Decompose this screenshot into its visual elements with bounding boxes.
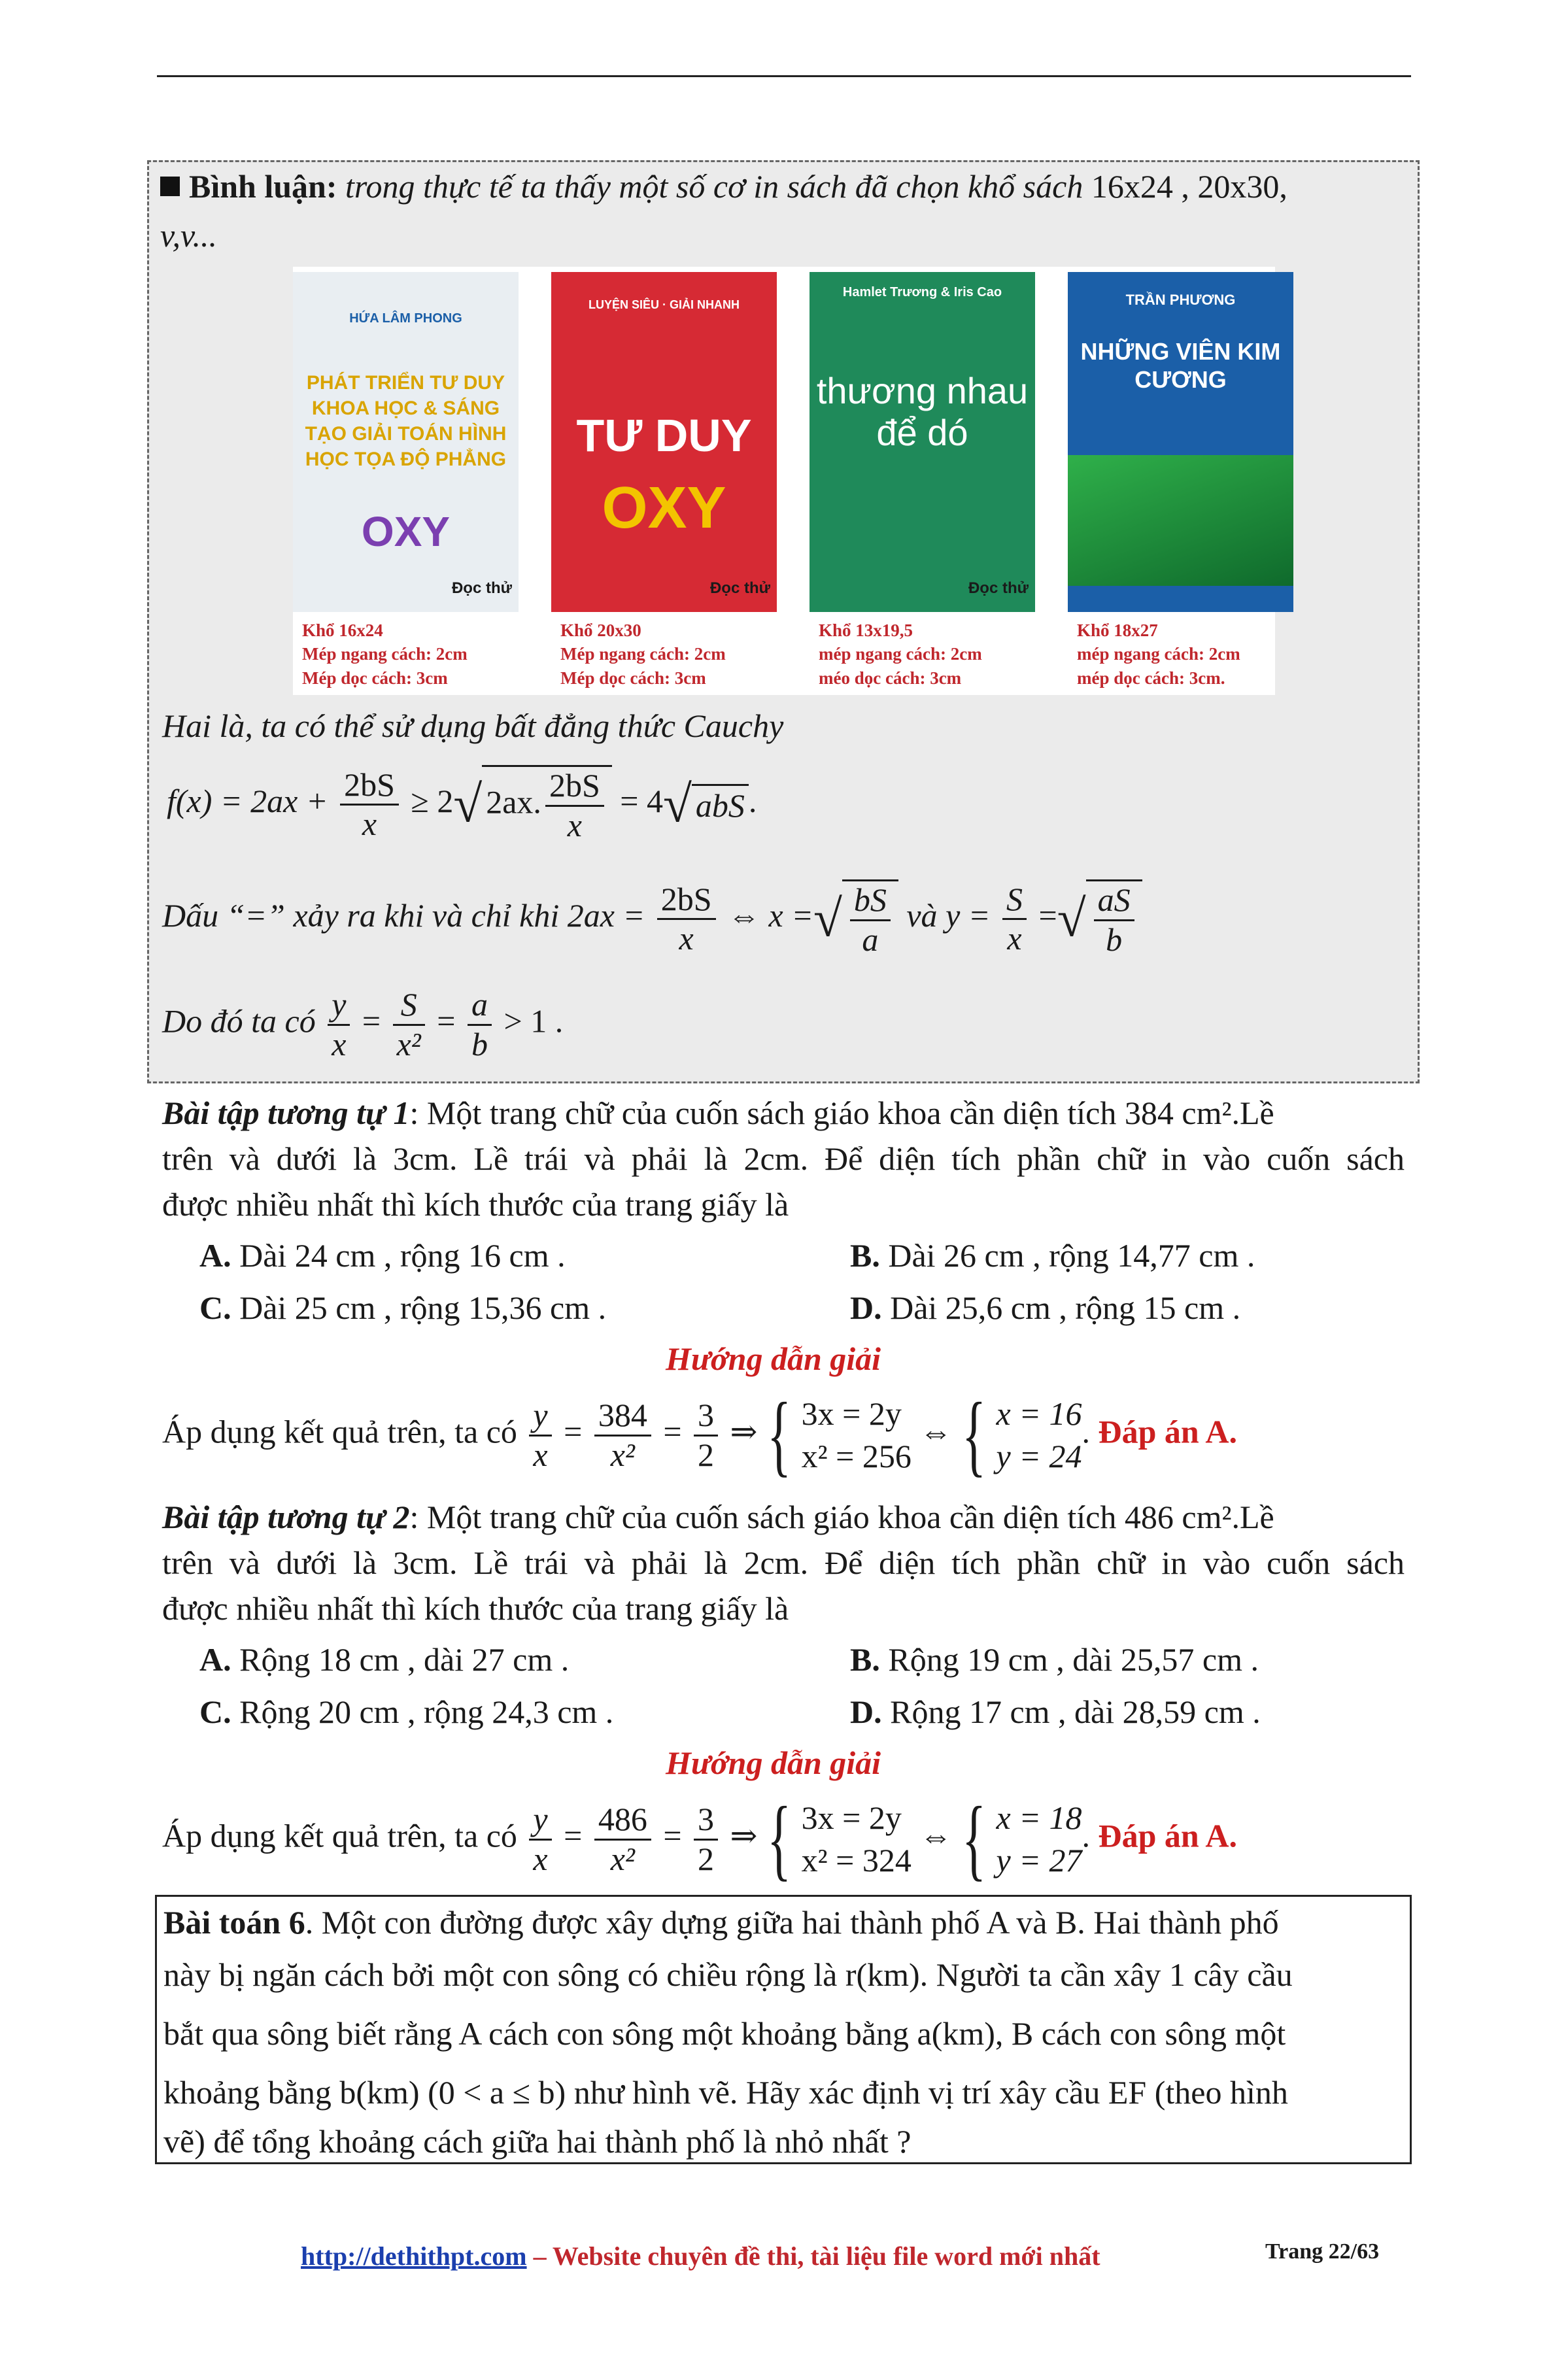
ex1-option-b: B. Dài 26 cm , rộng 14,77 cm .	[850, 1237, 1255, 1274]
header-rule	[157, 75, 1411, 77]
book-cover-3: Hamlet Trương & Iris Cao thương nhau để dó Đọc thử	[810, 272, 1035, 612]
ex1-option-a: A. Dài 24 cm , rộng 16 cm .	[199, 1237, 566, 1274]
comment-line-1: Bình luận: trong thực tế ta thấy một số cơ in sách đã chọn khổ sách 16x24 , 20x30,	[160, 167, 1287, 206]
ex2-option-b: B. Rộng 19 cm , dài 25,57 cm .	[850, 1641, 1259, 1678]
ex2-option-d: D. Rộng 17 cm , dài 28,59 cm .	[850, 1693, 1261, 1730]
conclusion: Do đó ta có $\frac{y}{x}$ = $\frac{S}{\text{x²}}$ = $\frac{a}{b}$ > 1 .	[162, 986, 564, 1062]
comment-line-2: v,v...	[160, 217, 217, 254]
problem6-line-2: này bị ngăn cách bởi một con sông có chiều rộng là r(km). Người ta cần xây 1 cây cầu	[163, 1956, 1293, 1993]
ex2-option-a: A. Rộng 18 cm , dài 27 cm .	[199, 1641, 570, 1678]
problem6-line-5: vẽ) để tổng khoảng cách giữa hai thành phố là nhỏ nhất ?	[163, 2123, 912, 2160]
cauchy-intro: Hai là, ta có thể sử dụng bất đẳng thức Cauchy	[162, 707, 784, 744]
problem6-line-3: bắt qua sông biết rằng A cách con sông một khoảng bằng a(km), B cách con sông một	[163, 2015, 1286, 2052]
page-number: Trang 22/63	[1265, 2239, 1380, 2264]
square-bullet-icon	[160, 177, 180, 196]
ex1-line-2: trên và dưới là 3cm. Lề trái và phải là 2cm. Để diện tích phần chữ in vào cuốn sách	[162, 1140, 1405, 1177]
ex1-solution: Áp dụng kết quả trên, ta có $\frac{y}{x}$ = $\frac{384}{\text{x²}}$ = $\frac{3}{2}$ ⇒ { 3x = 2y x² = 256 ⇔ { x = 16 y = 24 . Đáp án A.	[162, 1384, 1238, 1486]
cauchy-equation: f(x) = 2ax + $\frac{2bS}{x}$ ≥ 2√ 2ax. $\frac{2bS}{x}$ = 4√ abS .	[167, 766, 757, 843]
footer-link[interactable]: http://dethithpt.com	[301, 2241, 527, 2271]
problem6-label: Bài toán 6	[163, 1904, 305, 1941]
ex1-option-c: C. Dài 25 cm , rộng 15,36 cm .	[199, 1289, 607, 1326]
book-caption-1: Khổ 16x24 Mép ngang cách: 2cm Mép dọc cách: 3cm	[302, 620, 468, 688]
book-caption-4: Khổ 18x27 mép ngang cách: 2cm mép dọc cách: 3cm.	[1077, 620, 1240, 688]
ex1-option-d: D. Dài 25,6 cm , rộng 15 cm .	[850, 1289, 1241, 1326]
ex2-line-2: trên và dưới là 3cm. Lề trái và phải là 2cm. Để diện tích phần chữ in vào cuốn sách	[162, 1544, 1405, 1581]
ex1-label: Bài tập tương tự 1	[162, 1095, 410, 1131]
ex2-guide-heading: Hướng dẫn giải	[666, 1744, 881, 1781]
ex2-label: Bài tập tương tự 2	[162, 1499, 410, 1535]
ex2-solution: Áp dụng kết quả trên, ta có $\frac{y}{x}$ = $\frac{486}{\text{x²}}$ = $\frac{3}{2}$ ⇒ { 3x = 2y x² = 324 ⇔ { x = 18 y = 27 . Đáp án A.	[162, 1788, 1238, 1890]
ex1-line-3: được nhiều nhất thì kích thước của trang giấy là	[162, 1186, 789, 1223]
book-covers-image	[293, 267, 1281, 695]
ex2-line-1: Bài tập tương tự 2: Một trang chữ của cuốn sách giáo khoa cần diện tích 486 cm².Lề	[162, 1499, 1274, 1535]
problem6-line-1: Bài toán 6. Một con đường được xây dựng giữa hai thành phố A và B. Hai thành phố	[163, 1904, 1279, 1941]
ex1-guide-heading: Hướng dẫn giải	[666, 1340, 881, 1377]
cover-decoration	[1068, 455, 1293, 586]
ex2-option-c: C. Rộng 20 cm , rộng 24,3 cm .	[199, 1693, 614, 1730]
book-cover-2: LUYỆN SIÊU · GIẢI NHANH TƯ DUY OXY Đọc thử	[551, 272, 777, 612]
book-cover-1: HỨA LÂM PHONG PHÁT TRIỂN TƯ DUY KHOA HỌC & SÁNG TẠO GIẢI TOÁN HÌNH HỌC TỌA ĐỘ PHẲNG OXY Đọc thử	[293, 272, 519, 612]
ex2-line-3: được nhiều nhất thì kích thước của trang giấy là	[162, 1590, 789, 1627]
book-cover-4: TRẦN PHƯƠNG NHỮNG VIÊN KIM CƯƠNG	[1068, 272, 1293, 612]
book-caption-3: Khổ 13x19,5 mép ngang cách: 2cm méo dọc cách: 3cm	[819, 620, 982, 688]
comment-label: Bình luận:	[189, 168, 337, 205]
problem6-line-4: khoảng bằng b(km) (0 < a ≤ b) như hình vẽ. Hãy xác định vị trí xây cầu EF (theo hình	[163, 2074, 1288, 2111]
ex1-answer: Đáp án A.	[1098, 1413, 1238, 1450]
footer: http://dethithpt.com – Website chuyên đề thi, tài liệu file word mới nhất	[301, 2241, 1100, 2271]
ex1-line-1: Bài tập tương tự 1: Một trang chữ của cuốn sách giáo khoa cần diện tích 384 cm².Lề	[162, 1095, 1274, 1131]
equality-condition: Dấu “=” xảy ra khi và chỉ khi 2ax = $\frac{2bS}{x}$ ⇔ x =√ $\frac{bS}{a}$ và y = $\frac{S}{x}$ =√ $\frac{aS}{b}$	[162, 879, 1142, 959]
book-caption-2: Khổ 20x30 Mép ngang cách: 2cm Mép dọc cách: 3cm	[560, 620, 726, 688]
ex2-answer: Đáp án A.	[1098, 1817, 1238, 1854]
